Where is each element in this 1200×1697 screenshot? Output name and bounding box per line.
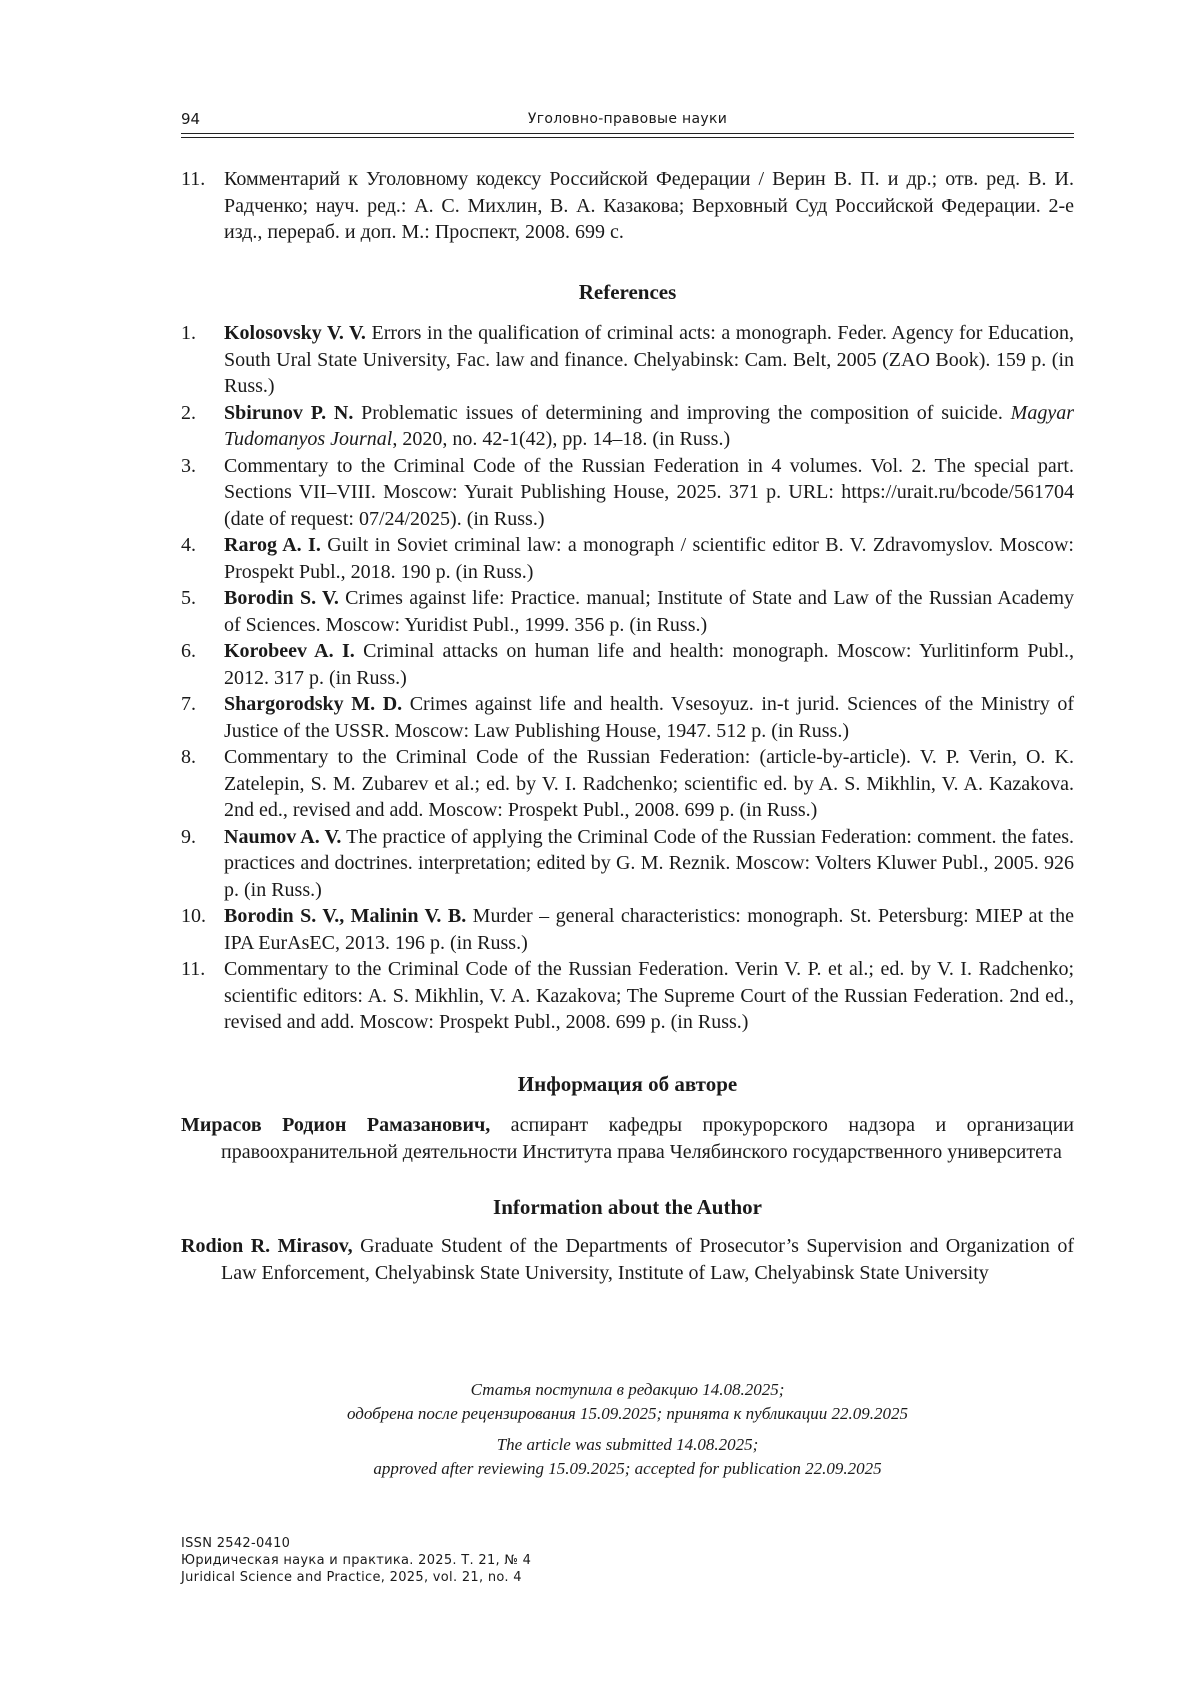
author-description-ru: аспирант кафедры прокурорского надзора и организации правоохранительной деятельности Института права Челябинского государственного университета	[221, 1114, 1074, 1163]
dates-en-line-1: The article was submitted 14.08.2025;	[496, 1435, 759, 1454]
reference-item	[181, 744, 1074, 824]
author-name-en: Rodion R. Mirasov,	[181, 1235, 353, 1257]
reference-tail: , 2020, no. 42-1(42), pp. 14–18. (in Russ.)	[392, 428, 731, 450]
reference-text: Criminal attacks on human life and health: monograph. Moscow: Yurlitinform Publ., 2012. 317 p. (in Russ.)	[224, 640, 1075, 689]
reference-number: 11.	[181, 958, 206, 980]
journal-footer	[181, 1535, 531, 1586]
references-heading: References	[578, 280, 677, 304]
journal-citation-en: Juridical Science and Practice, 2025, vol. 21, no. 4	[181, 1570, 522, 1585]
author-info-heading-ru: Информация об авторе	[517, 1072, 738, 1096]
reference-text: The practice of applying the Criminal Code of the Russian Federation: comment. the fates. practices and doctrines. interpretation; edited by G. M. Reznik. Moscow: Volters Kluwer Publ., 2005. 926 p. (in Russ.)	[224, 825, 1074, 901]
reference-text: Errors in the qualification of criminal acts: a monograph. Feder. Agency for Education, South Ural State University, Fac. law and finance. Chelyabinsk: Cam. Belt, 2005 (ZAO Book). 159 p. (in Russ.)	[224, 322, 1074, 397]
reference-text: Commentary to the Criminal Code of the Russian Federation: (article-by-article). V. P. Verin, O. K. Zatelepin, S. M. Zubarev et al.; ed. by V. I. Radchenko; scientific ed. by A. S. Mikhlin, V. A. Kazakova. 2nd ed., revised and add. Moscow: Prospekt Publ., 2008. 699 p. (in Russ.)	[224, 746, 1074, 821]
reference-number: 8.	[181, 746, 196, 768]
reference-number: 7.	[181, 693, 196, 715]
reference-item	[181, 400, 1074, 453]
article-dates-ru	[0, 1378, 1200, 1426]
reference-number: 2.	[181, 401, 196, 424]
reference-number: 3.	[181, 454, 196, 477]
reference-number: 10.	[181, 905, 206, 927]
reference-number: 4.	[181, 534, 196, 556]
reference-author: Rarog A. I.	[224, 534, 321, 556]
reference-text: Crimes against life: Practice. manual; Institute of State and Law of the Russian Academy of Sciences. Moscow: Yuridist Publ., 1999. 356 p. (in Russ.)	[224, 587, 1074, 636]
reference-journal: Magyar Tudomanyos Journal	[224, 401, 1074, 450]
author-info-en	[181, 1233, 1074, 1287]
page-number: 94	[181, 110, 201, 128]
reference-item	[181, 585, 1074, 638]
reference-author: Shargorodsky M. D.	[224, 693, 403, 715]
author-info-heading-en: Information about the Author	[493, 1195, 762, 1219]
reference-item	[181, 166, 1074, 246]
reference-text: Комментарий к Уголовному кодексу Российской Федерации / Верин В. П. и др.; отв. ред. В. И. Радченко; науч. ред.: А. С. Михлин, В. А. Казакова; Верховный Суд Российской Федерации. 2-е изд., перераб. и доп. М.: Проспект, 2008. 699 с.	[224, 168, 1074, 243]
reference-item	[181, 824, 1074, 904]
references-list	[181, 320, 1074, 1036]
reference-number: 6.	[181, 640, 196, 662]
reference-author: Sbirunov P. N.	[224, 401, 354, 424]
reference-text: Guilt in Soviet criminal law: a monograph / scientific editor B. V. Zdravomyslov. Moscow: Prospekt Publ., 2018. 190 p. (in Russ.)	[224, 534, 1074, 583]
reference-number: 5.	[181, 587, 196, 609]
reference-text: Crimes against life and health. Vsesoyuz. in-t jurid. Sciences of the Ministry of Justice of the USSR. Moscow: Law Publishing House, 1947. 512 p. (in Russ.)	[224, 693, 1074, 742]
reference-number: 11.	[181, 168, 206, 190]
russian-reference-list	[181, 166, 1074, 246]
reference-text: Commentary to the Criminal Code of the Russian Federation in 4 volumes. Vol. 2. The special part. Sections VII–VIII. Moscow: Yurait Publishing House, 2025. 371 p. URL: https://urait.ru/bcode/561704 (date of request: 07/24/2025). (in Russ.)	[224, 454, 1074, 530]
header-rule-bottom	[181, 137, 1074, 138]
reference-item	[181, 956, 1074, 1036]
reference-text: Murder – general characteristics: monograph. St. Petersburg: MIEP at the IPA EurAsEC, 2013. 196 p. (in Russ.)	[224, 905, 1074, 954]
reference-number: 9.	[181, 825, 196, 848]
reference-item	[181, 453, 1074, 533]
running-header	[181, 110, 1074, 140]
section-title: Уголовно-правовые науки	[527, 111, 728, 127]
author-name-ru: Мирасов Родион Рамазанович,	[181, 1114, 491, 1136]
reference-item	[181, 532, 1074, 585]
reference-author: Borodin S. V., Malinin V. B.	[224, 905, 467, 927]
header-rule-top	[181, 133, 1074, 134]
issn: ISSN 2542-0410	[181, 1536, 291, 1551]
reference-item	[181, 638, 1074, 691]
author-info-ru	[181, 1112, 1074, 1166]
reference-text: Problematic issues of determining and improving the composition of suicide.	[353, 401, 1011, 424]
article-dates-en	[0, 1433, 1200, 1481]
dates-ru-line-1: Статья поступила в редакцию 14.08.2025;	[470, 1380, 785, 1399]
reference-item	[181, 903, 1074, 956]
reference-number: 1.	[181, 322, 196, 344]
reference-item	[181, 691, 1074, 744]
reference-author: Borodin S. V.	[224, 587, 339, 609]
dates-ru-line-2: одобрена после рецензирования 15.09.2025; принята к публикации 22.09.2025	[346, 1404, 909, 1423]
journal-citation-ru: Юридическая наука и практика. 2025. Т. 21, № 4	[181, 1553, 532, 1568]
reference-item	[181, 320, 1074, 400]
reference-author: Naumov A. V.	[224, 825, 342, 848]
reference-text: Commentary to the Criminal Code of the Russian Federation. Verin V. P. et al.; ed. by V. I. Radchenko; scientific editors: A. S. Mikhlin, V. A. Kazakova; The Supreme Court of the Russian Federation. 2nd ed., revised and add. Moscow: Prospekt Publ., 2008. 699 p. (in Russ.)	[224, 958, 1074, 1033]
author-description-en: Graduate Student of the Departments of Prosecutor’s Supervision and Organization of Law Enforcement, Chelyabinsk State University, Institute of Law, Chelyabinsk State University	[221, 1235, 1074, 1284]
dates-en-line-2: approved after reviewing 15.09.2025; accepted for publication 22.09.2025	[373, 1459, 882, 1478]
reference-author: Kolosovsky V. V.	[224, 322, 366, 344]
reference-author: Korobeev A. I.	[224, 640, 355, 662]
